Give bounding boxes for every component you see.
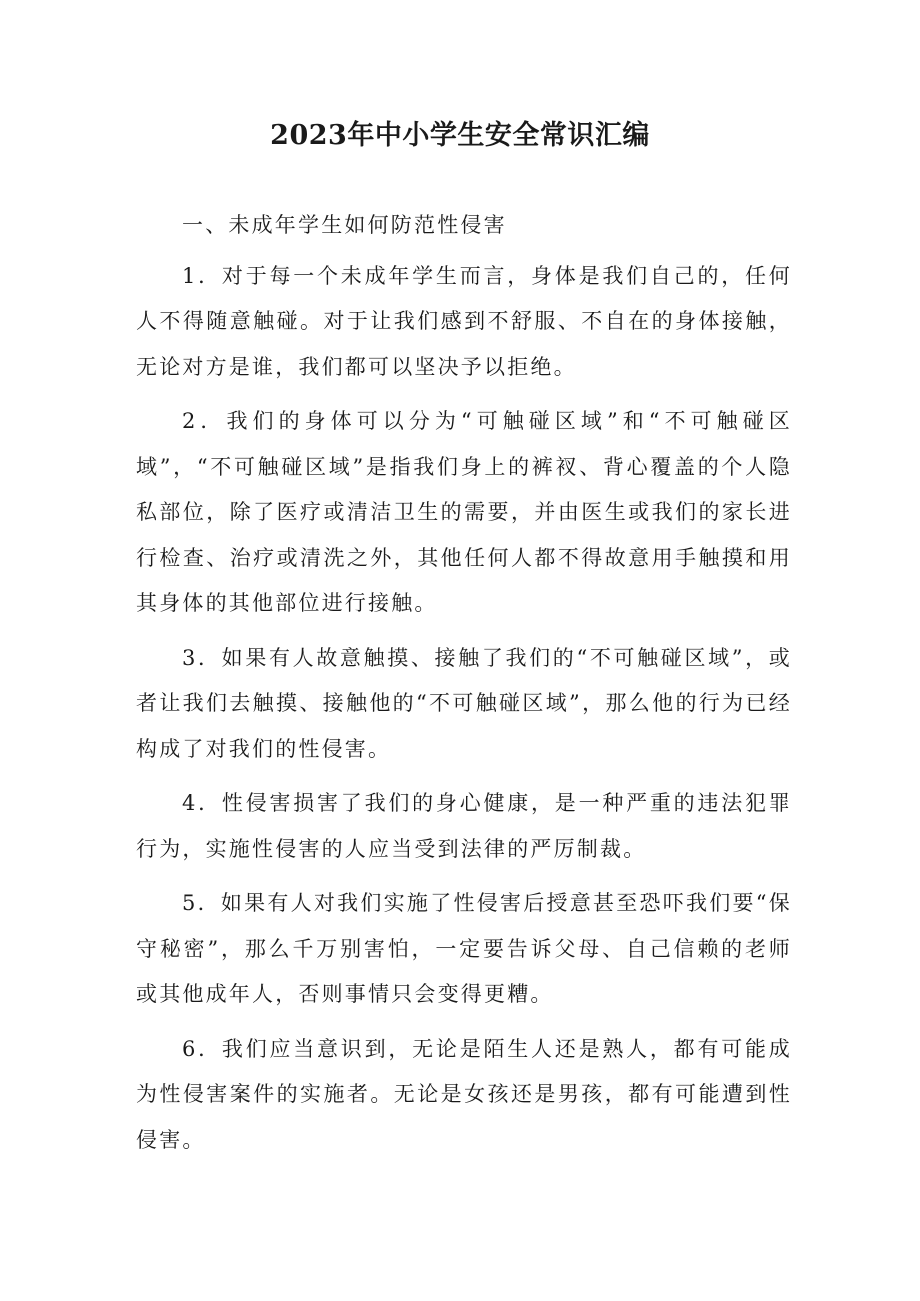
page-title: 2023年中小学生安全常识汇编 xyxy=(270,120,650,151)
paragraph-4: 4．性侵害损害了我们的身心健康，是一种严重的违法犯罪行为，实施性侵害的人应当受到法律的严厉制裁。 xyxy=(136,791,792,861)
paragraph-2: 2．我们的身体可以分为“可触碰区域”和“不可触碰区域”，“不可触碰区域”是指我们身上的裤衩、背心覆盖的个人隐私部位，除了医疗或清洁卫生的需要，并由医生或我们的家长进行检查、治疗或清洗之外，其他任何人都不得故意用手触摸和用其身体的其他部位进行接触。 xyxy=(136,409,792,615)
paragraph-3: 3．如果有人故意触摸、接触了我们的“不可触碰区域”，或者让我们去触摸、接触他的“不可触碰区域”，那么他的行为已经构成了对我们的性侵害。 xyxy=(136,645,792,761)
paragraph-5: 5．如果有人对我们实施了性侵害后授意甚至恐吓我们要“保守秘密”，那么千万别害怕，一定要告诉父母、自己信赖的老师或其他成年人，否则事情只会变得更糟。 xyxy=(136,891,792,1006)
paragraph-1: 1．对于每一个未成年学生而言，身体是我们自己的，任何人不得随意触碰。对于让我们感到不舒服、不自在的身体接触，无论对方是谁，我们都可以坚决予以拒绝。 xyxy=(136,263,792,379)
section-heading: 一、未成年学生如何防范性侵害 xyxy=(182,213,507,237)
paragraph-6: 6．我们应当意识到，无论是陌生人还是熟人，都有可能成为性侵害案件的实施者。无论是女孩还是男孩，都有可能遭到性侵害。 xyxy=(136,1036,792,1152)
document-body xyxy=(136,203,792,1172)
